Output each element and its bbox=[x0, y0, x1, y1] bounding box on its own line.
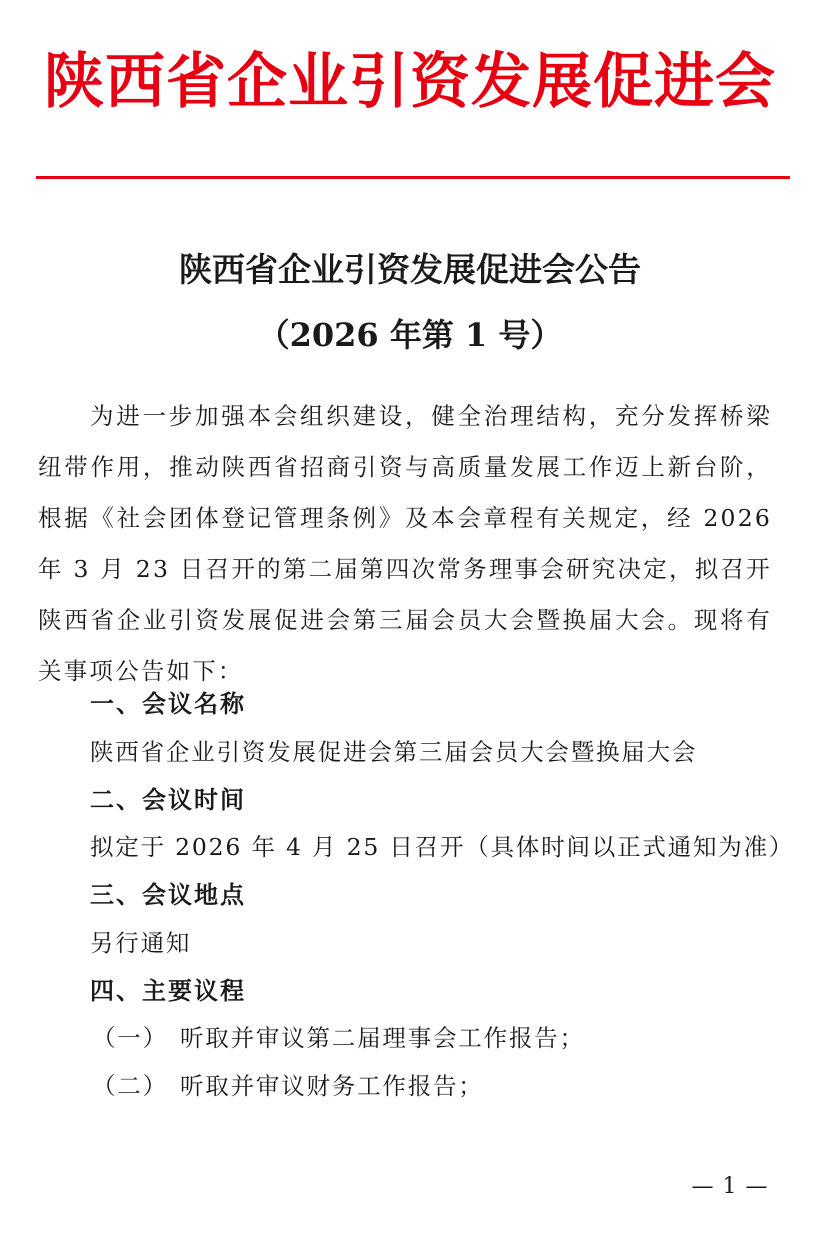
agenda-item-number: （一） bbox=[92, 1024, 168, 1052]
section-heading-meeting-location: 三、会议地点 bbox=[90, 881, 246, 909]
meeting-time-text: 拟定于 2026 年 4 月 25 日召开（具体时间以正式通知为准） bbox=[90, 833, 795, 861]
agenda-item-text: 听取并审议第二届理事会工作报告； bbox=[180, 1024, 585, 1052]
notice-title: 陕西省企业引资发展促进会公告 bbox=[179, 250, 641, 289]
section-heading-agenda: 四、主要议程 bbox=[90, 977, 246, 1005]
agenda-item bbox=[92, 1066, 484, 1106]
meeting-name-text: 陕西省企业引资发展促进会第三届会员大会暨换届大会 bbox=[90, 738, 698, 766]
meeting-location-text: 另行通知 bbox=[90, 929, 192, 957]
agenda-item bbox=[92, 1018, 585, 1058]
section-heading-meeting-time: 二、会议时间 bbox=[90, 786, 246, 814]
red-divider bbox=[36, 176, 790, 179]
agenda-item-text: 听取并审议财务工作报告； bbox=[180, 1072, 484, 1100]
agenda-item-number: （二） bbox=[92, 1072, 168, 1100]
page-number: — 1 — bbox=[691, 1174, 769, 1199]
organization-header: 陕西省企业引资发展促进会 bbox=[44, 47, 776, 117]
notice-number: （2026 年第 1 号） bbox=[257, 316, 563, 354]
section-heading-meeting-name: 一、会议名称 bbox=[90, 690, 246, 718]
intro-paragraph: 为进一步加强本会组织建设，健全治理结构，充分发挥桥梁纽带作用，推动陕西省招商引资与高质量发展工作迈上新台阶，根据《社会团体登记管理条例》及本会章程有关规定，经 2026 年 3 月 23 日召开的第二届第四次常务理事会研究决定，拟召开陕西省企业引资发展促进会第三届会员大会暨换届大会。现将有关事项公告如下： bbox=[38, 402, 772, 685]
